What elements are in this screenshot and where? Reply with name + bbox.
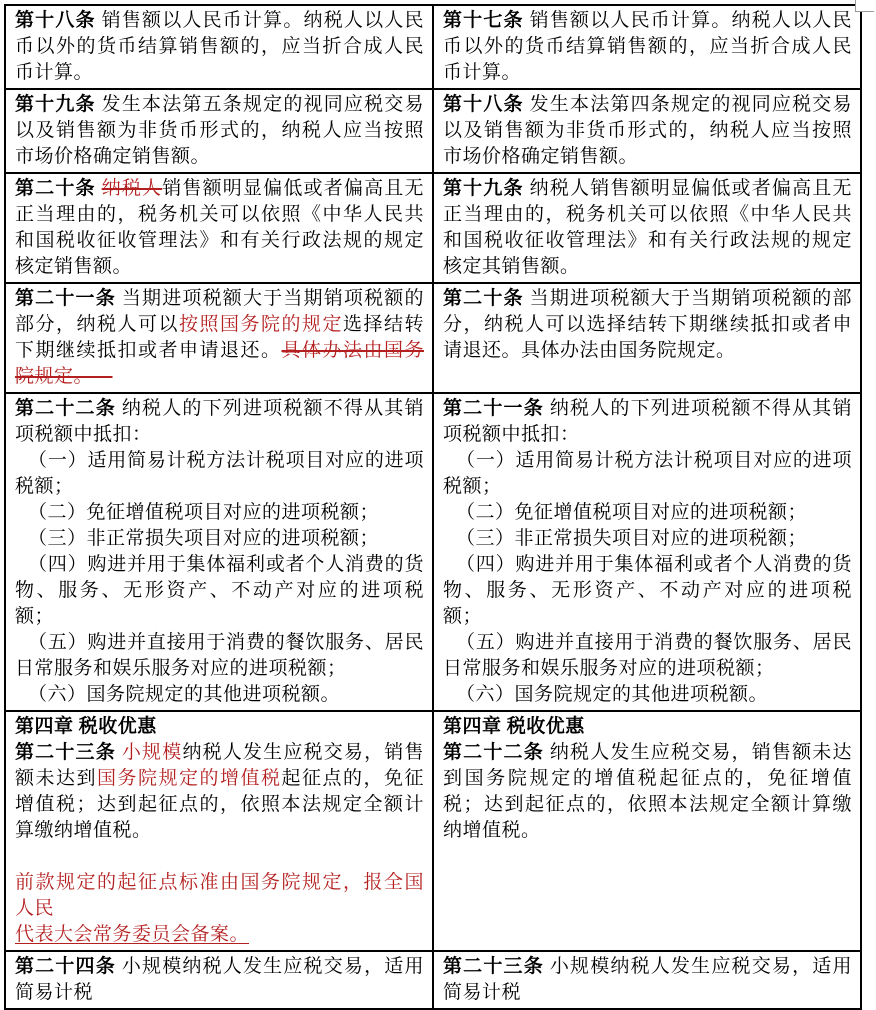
text-run: 第二十条 [15, 178, 96, 199]
paragraph [15, 954, 424, 1006]
revision-text: 国务院规定的增值税 [97, 768, 282, 789]
table-cell-right [433, 393, 861, 711]
paragraph [443, 714, 852, 740]
table-cell-right [433, 711, 861, 951]
revision-text: 小规模 [121, 742, 183, 763]
text-run: 销售额以人民币计算。纳税人以人民币以外的货币结算销售额的，应当折合成人民币计算。 [443, 10, 852, 83]
paragraph [15, 176, 424, 280]
text-run: 第二十二条 [15, 398, 116, 419]
text-run: 第十八条 [15, 10, 96, 31]
table-row [5, 393, 861, 711]
text-run: （一）适用简易计税方法计税项目对应的进项税额； [443, 450, 852, 497]
paragraph [443, 92, 852, 170]
revision-text: 前款规定的起征点标准由国务院规定，报全国人民 [15, 872, 424, 919]
table-cell-right [433, 283, 861, 393]
table-row [5, 711, 861, 951]
revision-text: 代表大会常务委员会备案。 [15, 924, 250, 945]
text-run: 第二十一条 [443, 398, 544, 419]
table-row-partial [5, 951, 861, 1009]
text-run: （四）购进并用于集体福利或者个人消费的货物、服务、无形资产、不动产对应的进项税额； [15, 554, 424, 627]
table-cell-right [433, 951, 861, 1009]
table-cell-left [5, 711, 433, 951]
paragraph [443, 682, 852, 708]
text-run: 纳税人发生应税交易，销售额未达到国务院规定的增值税起征点的，免征增值税；达到起征点的，依照本法规定全额计算缴纳增值税。 [443, 742, 852, 841]
paragraph [443, 526, 852, 552]
text-run: 销售额以人民币计算。纳税人以人民币以外的货币结算销售额的，应当折合成人民币计算。 [15, 10, 424, 83]
text-run: 发生本法第五条规定的视同应税交易以及销售额为非货币形式的，纳税人应当按照市场价格确定销售额。 [15, 94, 424, 167]
paragraph [15, 630, 424, 682]
paragraph [443, 740, 852, 844]
comparison-table [4, 4, 862, 1010]
corner-artifact [855, 0, 874, 12]
text-run: 第四章 税收优惠 [443, 716, 585, 737]
text-run: 第十七条 [443, 10, 524, 31]
deleted-text: 具体办法由国务院规定。— [15, 340, 424, 387]
table-row [5, 173, 861, 283]
text-run: 第十八条 [443, 94, 524, 115]
text-run: 发生本法第四条规定的视同应税交易以及销售额为非货币形式的，纳税人应当按照市场价格确定销售额。 [443, 94, 852, 167]
paragraph [443, 552, 852, 630]
paragraph [443, 630, 852, 682]
text-run: 小规模纳税人发生应税交易，适用简易计税 [15, 956, 424, 1003]
table-cell-left [5, 89, 433, 173]
text-run: 第四章 税收优惠 [15, 716, 157, 737]
table-row [5, 283, 861, 393]
text-run: （二）免征增值税项目对应的进项税额； [456, 502, 808, 523]
revision-text: 按照国务院的规定 [178, 314, 343, 335]
text-run: 纳税人的下列进项税额不得从其销项税额中抵扣： [443, 398, 852, 445]
text-run: 小规模纳税人发生应税交易，适用简易计税 [443, 956, 852, 1003]
table-cell-left [5, 951, 433, 1009]
paragraph [15, 396, 424, 448]
table-cell-right [433, 5, 861, 89]
text-run: 当期进项税额大于当期销项税额的部分，纳税人可以 [15, 288, 424, 335]
text-run: 纳税人销售额明显偏低或者偏高且无正当理由的，税务机关可以依照《中华人民共和国税收征收管理法》和有关行政法规的规定核定其销售额。 [443, 178, 852, 277]
text-run: （五）购进并直接用于消费的餐饮服务、居民日常服务和娱乐服务对应的进项税额； [443, 632, 852, 679]
text-run: （四）购进并用于集体福利或者个人消费的货物、服务、无形资产、不动产对应的进项税额； [443, 554, 852, 627]
text-run: 第二十四条 [15, 956, 116, 977]
law-comparison-document [4, 4, 862, 1010]
paragraph [15, 526, 424, 552]
text-run: （五）购进并直接用于消费的餐饮服务、居民日常服务和娱乐服务对应的进项税额； [15, 632, 424, 679]
text-run: 第十九条 [15, 94, 96, 115]
paragraph [443, 286, 852, 364]
paragraph [15, 844, 424, 870]
paragraph [15, 682, 424, 708]
paragraph [443, 448, 852, 500]
table-row [5, 5, 861, 89]
paragraph [15, 8, 424, 86]
paragraph [443, 176, 852, 280]
text-run: 第十九条 [443, 178, 524, 199]
paragraph [15, 552, 424, 630]
text-run: （二）免征增值税项目对应的进项税额； [28, 502, 380, 523]
text-run: 第二十二条 [443, 742, 544, 763]
text-run: 销售额明显偏低或者偏高且无正当理由的，税务机关可以依照《中华人民共和国税收征收管理法》和有关行政法规的规定核定销售额。 [15, 178, 424, 277]
paragraph [443, 396, 852, 448]
text-run: （六）国务院规定的其他进项税额。 [456, 684, 769, 705]
text-run: （六）国务院规定的其他进项税额。 [28, 684, 341, 705]
text-run: 起征点的，免征增值税；达到起征点的，依照本法规定全额计算缴纳增值税。 [15, 768, 424, 841]
deleted-text: 纳税人 [101, 178, 163, 199]
text-run: 纳税人发生应税交易，销售额未达到 [15, 742, 424, 789]
text-run: （三）非正常损失项目对应的进项税额； [28, 528, 380, 549]
paragraph [443, 500, 852, 526]
paragraph [15, 92, 424, 170]
table-cell-left [5, 173, 433, 283]
table-cell-right [433, 89, 861, 173]
text-run: 纳税人的下列进项税额不得从其销项税额中抵扣： [15, 398, 424, 445]
text-run: 当期进项税额大于当期销项税额的部分，纳税人可以选择结转下期继续抵扣或者申请退还。具体办法由国务院规定。 [443, 288, 852, 361]
text-run: 第二十条 [443, 288, 524, 309]
text-run: 选择结转下期继续抵扣或者申请退还。 [15, 314, 424, 361]
paragraph [15, 740, 424, 844]
text-run: 第二十三条 [15, 742, 116, 763]
paragraph [443, 8, 852, 86]
text-run: （三）非正常损失项目对应的进项税额； [456, 528, 808, 549]
paragraph [15, 500, 424, 526]
paragraph [15, 714, 424, 740]
table-cell-left [5, 283, 433, 393]
table-cell-right [433, 173, 861, 283]
paragraph [443, 954, 852, 1006]
comparison-table-body [5, 5, 861, 1009]
text-run: 第二十三条 [443, 956, 544, 977]
text-run: 第二十一条 [15, 288, 116, 309]
text-run: （一）适用简易计税方法计税项目对应的进项税额； [15, 450, 424, 497]
paragraph [15, 286, 424, 390]
table-cell-left [5, 393, 433, 711]
paragraph [15, 448, 424, 500]
paragraph [15, 870, 424, 948]
table-row [5, 89, 861, 173]
table-cell-left [5, 5, 433, 89]
